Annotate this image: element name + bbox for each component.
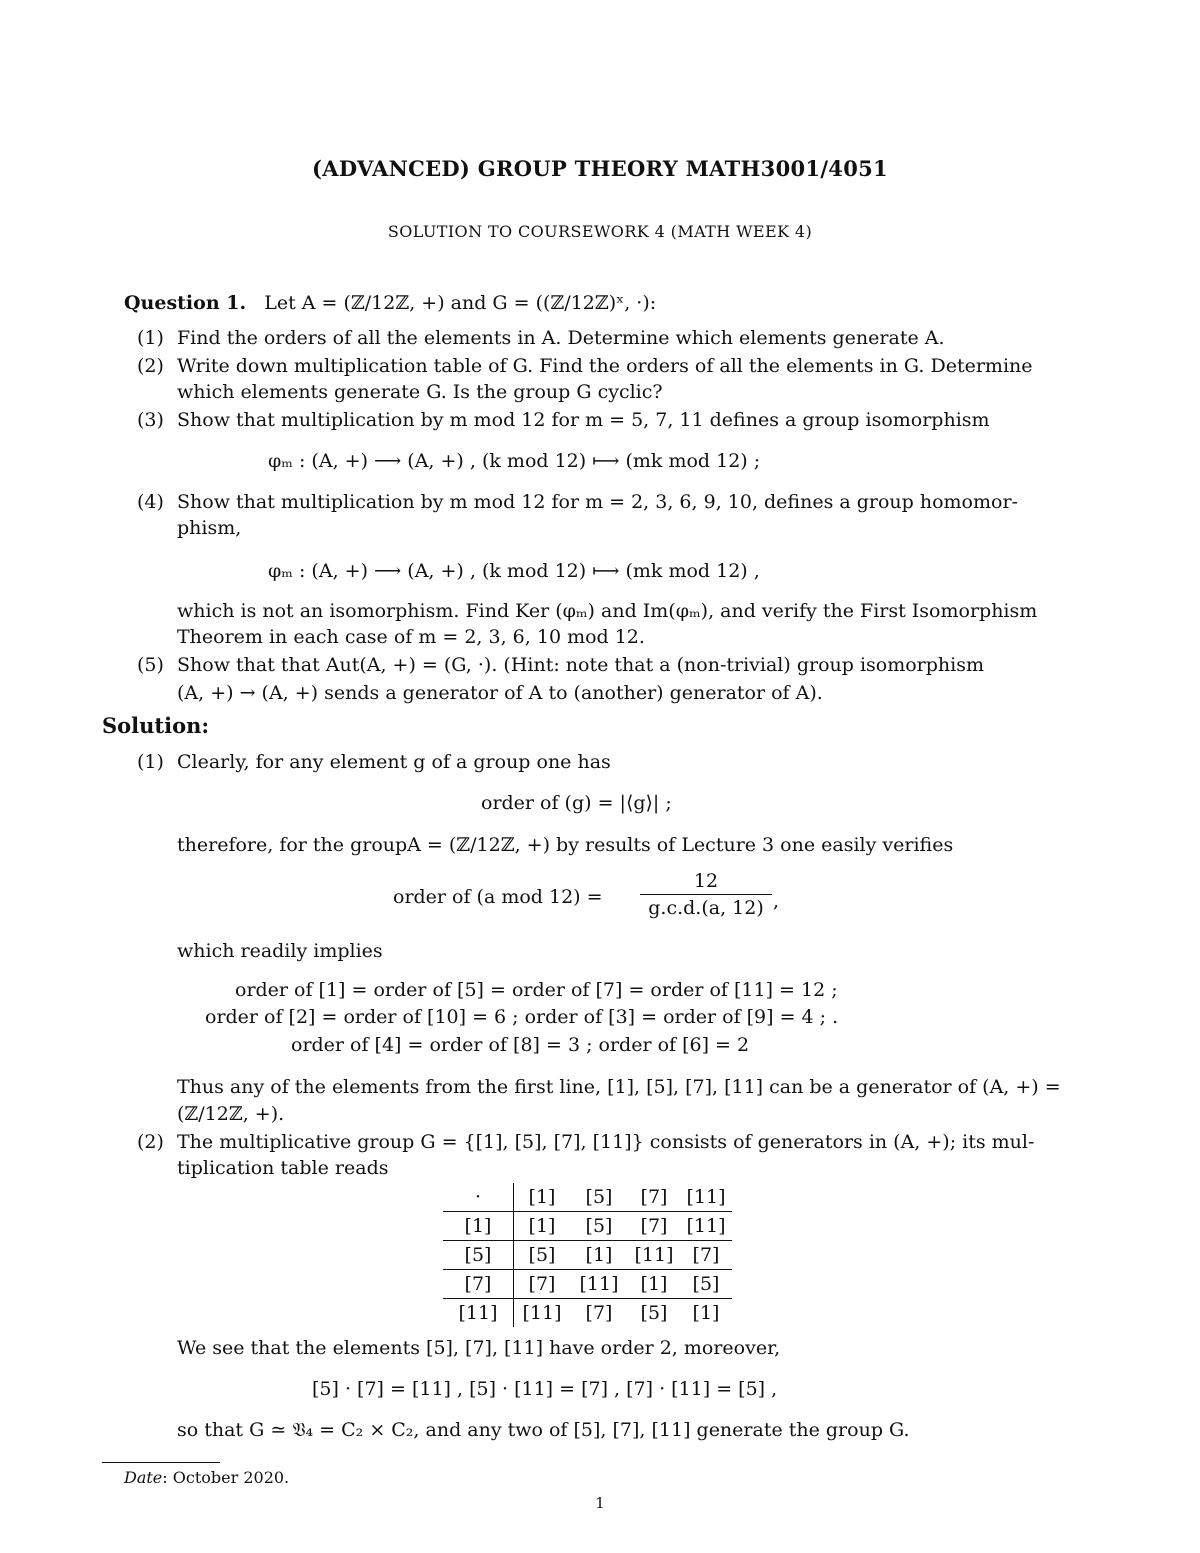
question-item-text: which is not an isomorphism. Find Ker (φₘ) and Im(φₘ), and verify the First Isomorphism <box>177 600 1038 622</box>
footnote-label: Date <box>124 1468 163 1487</box>
table-cell: [1] <box>570 1241 628 1270</box>
homomorphism-formula: φₘ : (A, +) ⟶ (A, +) , (k mod 12) ⟼ (mk mod 12) , <box>268 560 760 582</box>
table-cell: [11] <box>570 1270 628 1299</box>
table-cell: [11] <box>680 1212 732 1241</box>
fraction-numerator: 12 <box>693 870 719 892</box>
solution-heading: Solution: <box>102 713 210 738</box>
table-cell: · <box>443 1183 514 1212</box>
question-item-number: (3) <box>137 409 164 431</box>
product-equations: [5] · [7] = [11] , [5] · [11] = [7] , [7] · [11] = [5] , <box>312 1378 778 1400</box>
solution-text: so that G ≃ 𝔙₄ = C₂ × C₂, and any two of [5], [7], [11] generate the group G. <box>177 1419 910 1441</box>
table-cell: [5] <box>443 1241 514 1270</box>
question-intro: Let A = (ℤ/12ℤ, +) and G = ((ℤ/12ℤ)ˣ, ·): <box>264 292 657 314</box>
question-item-text: (A, +) → (A, +) sends a generator of A to (another) generator of A). <box>177 682 823 704</box>
question-item-text: Show that multiplication by m mod 12 for m = 5, 7, 11 defines a group isomorphism <box>177 409 990 431</box>
footnote-rule <box>102 1462 220 1463</box>
multiplication-table <box>443 1183 732 1327</box>
table-header-row <box>443 1183 732 1212</box>
question-item-number: (4) <box>137 491 164 513</box>
solution-text: Thus any of the elements from the first line, [1], [5], [7], [11] can be a generator of (A, +) = <box>177 1076 1061 1098</box>
table-cell: [5] <box>585 1186 613 1208</box>
solution-text: The multiplicative group G = {[1], [5], [7], [11]} consists of generators in (A, +); its mul- <box>177 1131 1035 1153</box>
table-cell: [1] <box>628 1270 680 1299</box>
document-title: (ADVANCED) GROUP THEORY MATH3001/4051 <box>312 156 888 181</box>
table-cell: [11] <box>686 1186 726 1208</box>
solution-text: tiplication table reads <box>177 1157 389 1179</box>
table-row <box>443 1270 732 1299</box>
table-cell: [1] <box>514 1212 571 1241</box>
table-cell: [7] <box>443 1270 514 1299</box>
solution-text: therefore, for the groupA = (ℤ/12ℤ, +) by results of Lecture 3 one easily verifies <box>177 834 954 856</box>
solution-item-number: (2) <box>137 1131 164 1153</box>
question-item-text: Theorem in each case of m = 2, 3, 6, 10 mod 12. <box>177 626 645 648</box>
question-item-number: (5) <box>137 654 164 676</box>
question-item-number: (2) <box>137 355 164 377</box>
order-formula-lhs: order of (a mod 12) = <box>393 886 603 908</box>
table-cell: [1] <box>680 1299 732 1328</box>
table-cell: [7] <box>514 1270 571 1299</box>
question-label: Question 1. <box>124 292 247 314</box>
page-number: 1 <box>595 1494 605 1512</box>
table-cell: [5] <box>570 1212 628 1241</box>
document-subtitle: SOLUTION TO COURSEWORK 4 (MATH WEEK 4) <box>387 222 813 241</box>
table-cell: [11] <box>628 1241 680 1270</box>
table-cell: [7] <box>570 1299 628 1328</box>
order-equation: order of (g) = |⟨g⟩| ; <box>481 792 672 814</box>
table-cell: [7] <box>680 1241 732 1270</box>
table-cell: [5] <box>680 1270 732 1299</box>
table-cell: [5] <box>514 1241 571 1270</box>
solution-text: (ℤ/12ℤ, +). <box>177 1103 285 1125</box>
table-cell: [1] <box>528 1186 556 1208</box>
solution-text: We see that the elements [5], [7], [11] have order 2, moreover, <box>177 1337 781 1359</box>
footnote-text: : October 2020. <box>162 1468 290 1487</box>
fraction-denominator: g.c.d.(a, 12) <box>640 894 772 921</box>
table-cell: [5] <box>628 1299 680 1328</box>
solution-item-number: (1) <box>137 751 164 773</box>
orders-line: order of [4] = order of [8] = 3 ; order of [6] = 2 <box>291 1034 750 1056</box>
solution-text: Clearly, for any element g of a group one has <box>177 751 611 773</box>
fraction-tail: , <box>773 890 780 912</box>
question-item-text: Show that multiplication by m mod 12 for m = 2, 3, 6, 9, 10, defines a group homomor- <box>177 491 1018 513</box>
solution-text: which readily implies <box>177 940 383 962</box>
order-fraction <box>640 868 772 921</box>
table-cell: [11] <box>514 1299 571 1328</box>
question-item-text: which elements generate G. Is the group G cyclic? <box>177 381 663 403</box>
isomorphism-formula: φₘ : (A, +) ⟶ (A, +) , (k mod 12) ⟼ (mk mod 12) ; <box>268 450 761 472</box>
table-cell: [7] <box>628 1212 680 1241</box>
orders-line: order of [2] = order of [10] = 6 ; order of [3] = order of [9] = 4 ; . <box>205 1006 839 1028</box>
orders-line: order of [1] = order of [5] = order of [7] = order of [11] = 12 ; <box>235 979 838 1001</box>
question-item-text: Find the orders of all the elements in A. Determine which elements generate A. <box>177 327 945 349</box>
table-cell: [11] <box>443 1299 514 1328</box>
table-cell: [7] <box>640 1186 668 1208</box>
question-item-text: Write down multiplication table of G. Find the orders of all the elements in G. Determine <box>177 355 1033 377</box>
question-item-text: phism, <box>177 517 242 539</box>
table-row <box>443 1212 732 1241</box>
table-row <box>443 1241 732 1270</box>
question-item-number: (1) <box>137 327 164 349</box>
table-cell: [1] <box>443 1212 514 1241</box>
question-heading <box>124 290 656 316</box>
question-item-text: Show that that Aut(A, +) = (G, ·). (Hint: note that a (non-trivial) group isomorphism <box>177 654 984 676</box>
table-row <box>443 1299 732 1328</box>
footnote <box>124 1468 289 1487</box>
